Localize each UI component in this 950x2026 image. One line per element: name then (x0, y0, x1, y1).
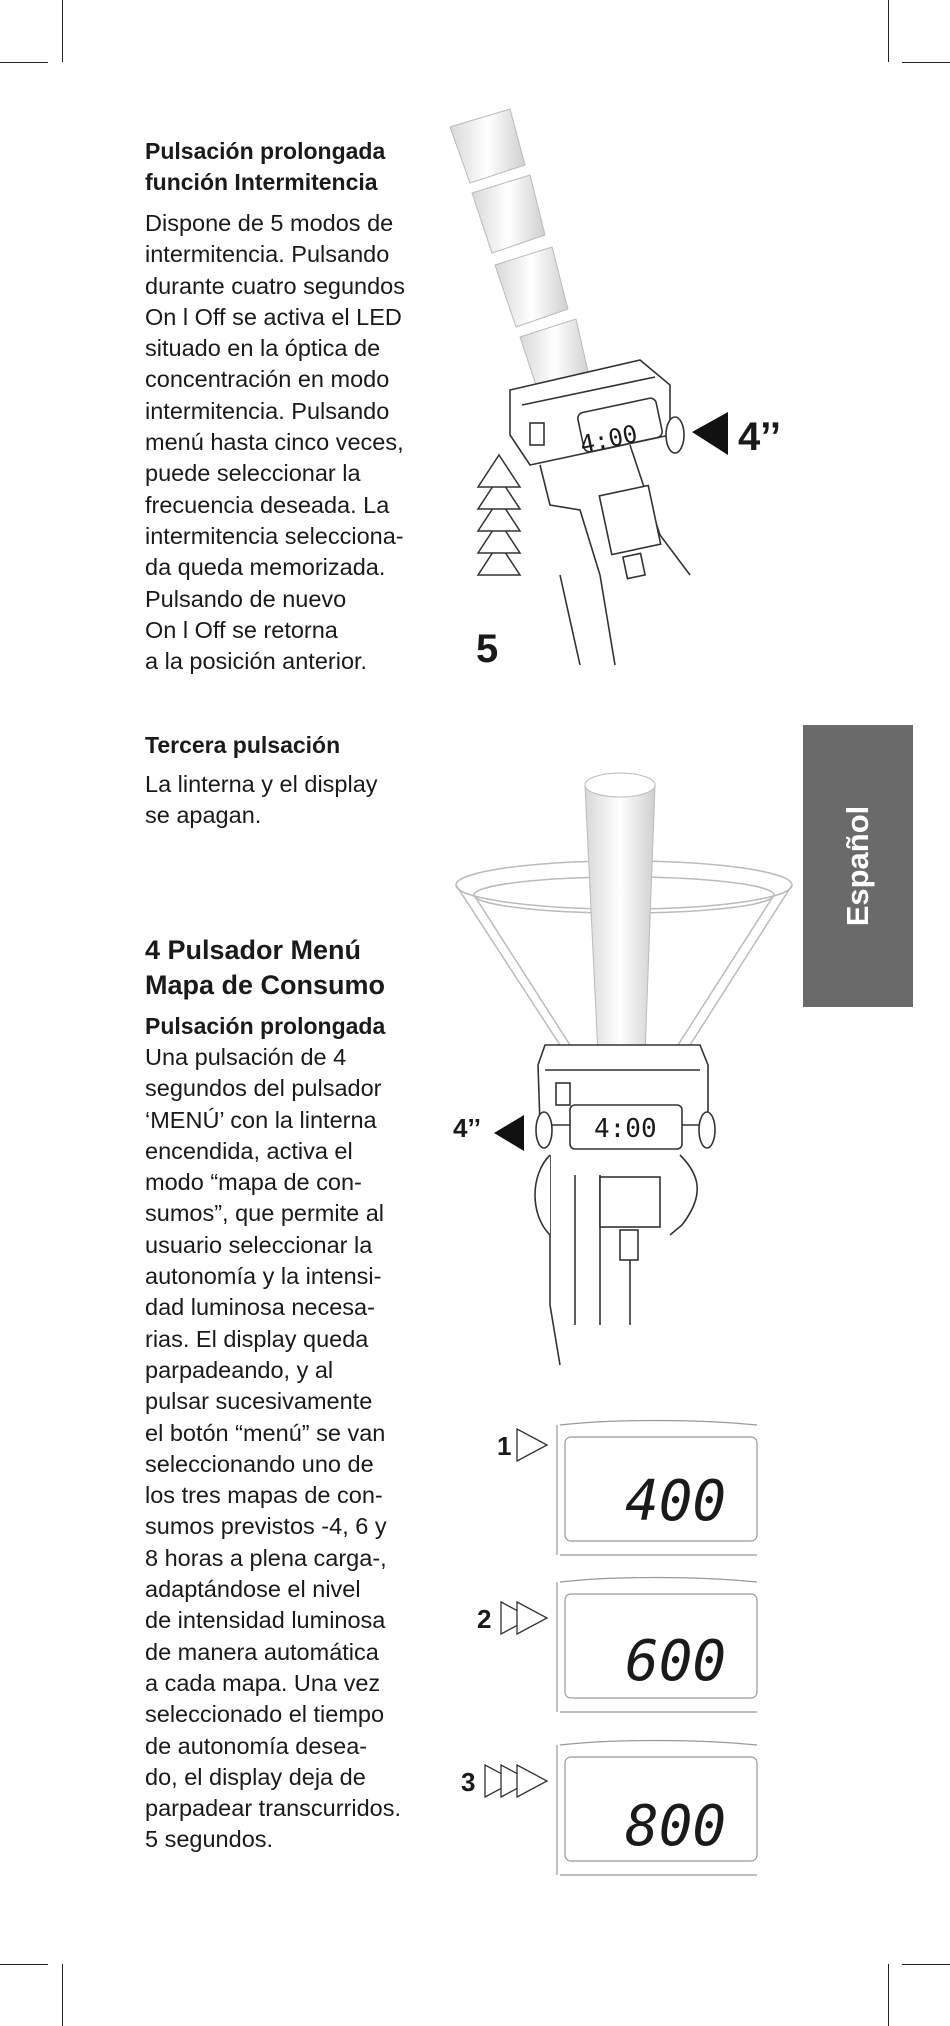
beam-segments (450, 109, 590, 397)
step-arrows-icon (517, 1429, 547, 1461)
lamp-display: 4:00 (594, 1114, 657, 1144)
hold-duration-label: 4’’ (453, 1113, 481, 1143)
hold-duration-label: 4’’ (738, 415, 781, 459)
section-subtitle: función Intermitencia (145, 169, 378, 195)
crop-mark (902, 62, 950, 63)
crop-mark (62, 1964, 63, 2026)
display-value: 600 (625, 1629, 727, 1694)
step-arrows-icon (485, 1765, 547, 1797)
language-tab (803, 725, 913, 1007)
section-body: Dispone de 5 modos de intermitencia. Pulsando durante cuatro segundos On l Off se activa el LED situado en la óptica de concentración en modo intermitencia. Pulsando menú hasta cinco veces, puede seleccionar la frecuencia deseada. La intermitencia selecciona- da queda memorizada. Pulsando de nuevo On l Off se retorna a la posición anterior. (145, 210, 405, 675)
press-arrows-icon (478, 455, 520, 575)
step-number: 3 (461, 1767, 476, 1797)
headlamp-body (535, 1045, 715, 1365)
section-body: La linterna y el display se apagan. (145, 771, 378, 829)
hold-arrow-icon (494, 1115, 524, 1151)
section-subtitle: Pulsación prolongada (145, 1013, 386, 1039)
hold-arrow-icon (692, 412, 728, 455)
step-number: 2 (477, 1604, 492, 1634)
section-consumption-map (145, 933, 450, 1856)
section-subtitle: Tercera pulsación (145, 732, 341, 758)
crop-mark (0, 1964, 48, 1965)
section-subtitle: Pulsación prolongada (145, 138, 386, 164)
section-body: Una pulsación de 4 segundos del pulsador ‘MENÚ’ con la linterna encendida, activa el modo “mapa de con- sumos”, que permite al usuario seleccionar la autonomía y la intensi- dad luminosa necesa- rias. El display queda parpadeando, y al pulsar sucesivamente el botón “menú” se van seleccionando uno de los tres mapas de con- sumos previstos -4, 6 y 8 horas a plena carga-, adaptándose el nivel de intensidad luminosa de manera automática a cada mapa. Una vez seleccionado el tiempo de autonomía desea- do, el display deja de parpadear transcurridos. 5 segundos. (145, 1044, 402, 1853)
display-value: 800 (625, 1794, 727, 1859)
display-step-2 (455, 1572, 760, 1717)
crop-mark (888, 1964, 889, 2026)
headlamp-illustration-1 (430, 105, 810, 685)
lamp-display: 4:00 (577, 419, 640, 459)
section-third-press (145, 730, 450, 832)
headlamp-body (510, 360, 690, 665)
display-step-1 (455, 1415, 760, 1560)
display-step-3 (455, 1735, 760, 1880)
step-number: 1 (497, 1431, 512, 1461)
section-title: 4 Pulsador Menú Mapa de Consumo (145, 935, 386, 1000)
headlamp-illustration-2 (450, 765, 800, 1395)
beam-column (585, 785, 655, 1055)
section-intermittency (145, 136, 450, 677)
crop-mark (0, 62, 48, 63)
crop-mark (888, 0, 889, 62)
press-count-label: 5 (476, 627, 499, 671)
crop-mark (902, 1964, 950, 1965)
crop-mark (62, 0, 63, 62)
display-value: 400 (625, 1469, 727, 1534)
language-tab-label: Español (840, 805, 875, 927)
step-arrows-icon (501, 1602, 547, 1634)
